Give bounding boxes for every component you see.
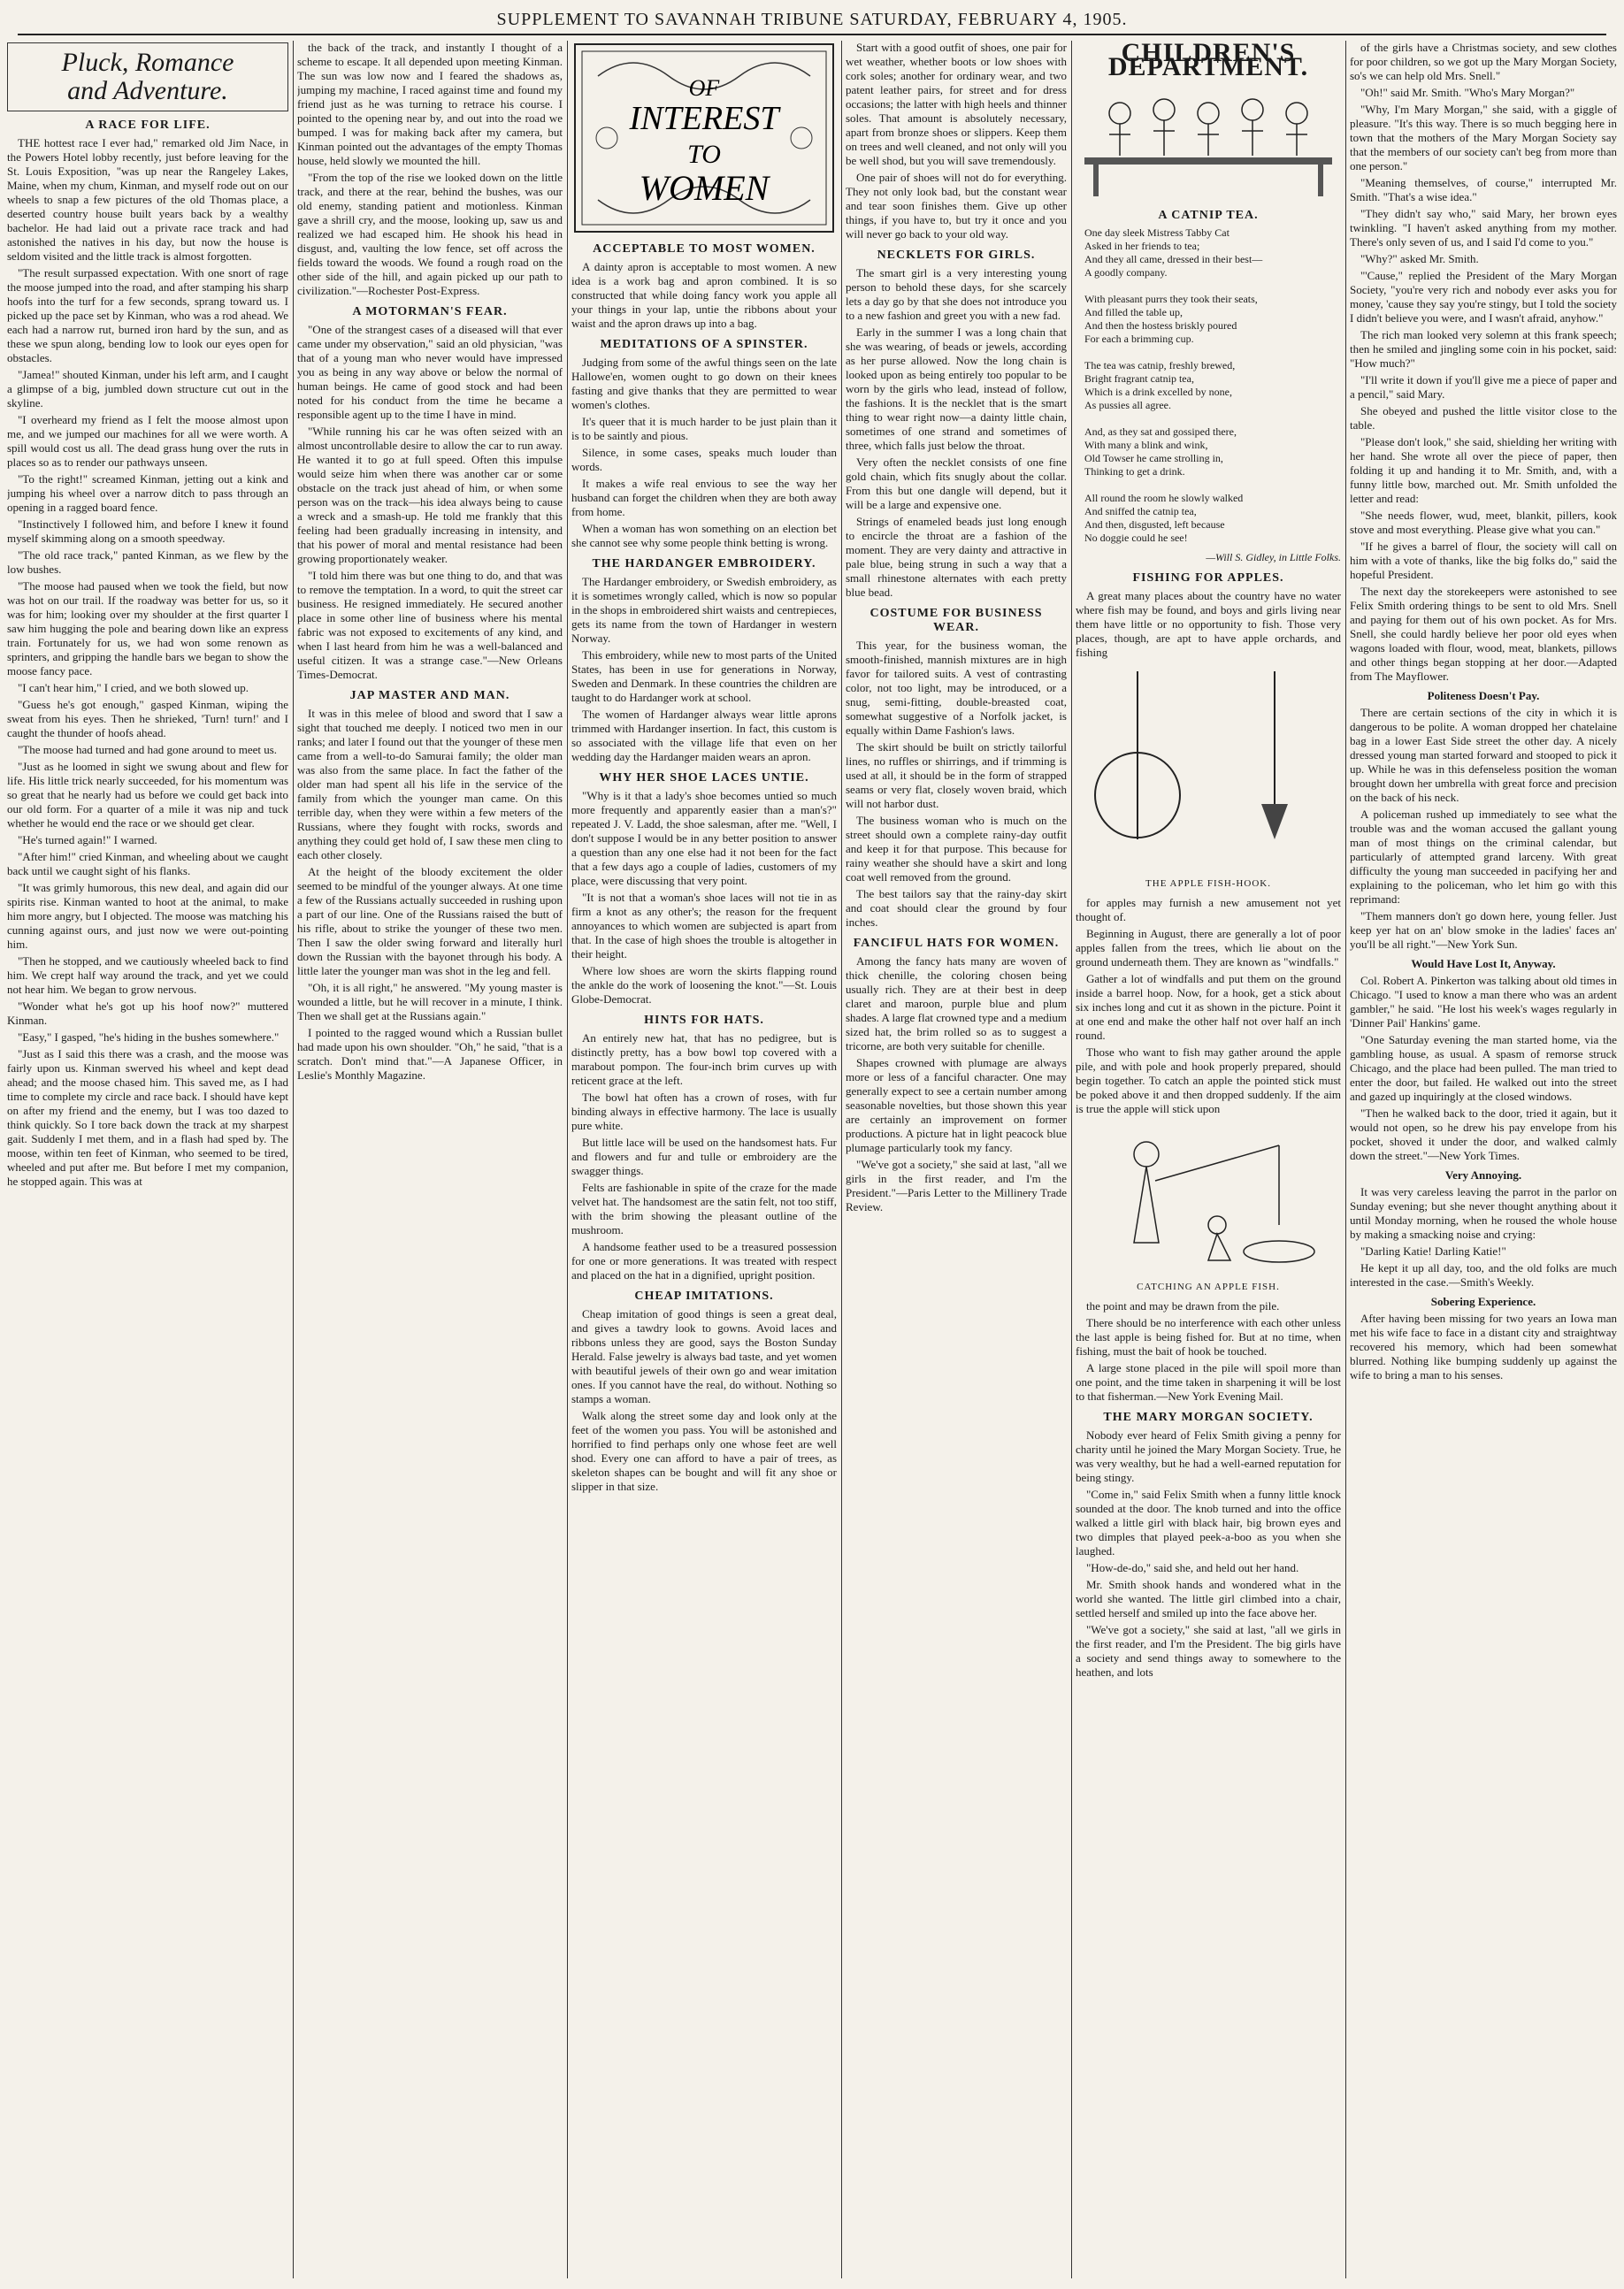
article-title: FANCIFUL HATS FOR WOMEN. — [853, 937, 1060, 950]
article-body — [571, 1307, 837, 1494]
column-6 — [1350, 41, 1617, 2278]
poem-line: For each a brimming cup. — [1084, 333, 1194, 345]
paragraph: This embroidery, while new to most parts of the United States, has been in use for generations in Norway, Sweden and Denmark. In these countries the children are taught to do Hardanger work at school. — [571, 648, 837, 704]
article-body — [1076, 589, 1341, 660]
paragraph: Early in the summer I was a long chain that she was wearing, of beads or jewels, according as her purse allowed. Now the long chain is looked upon as being entirely too popular to be worn by the girls who lead, instead of follow, the fashions. It is the necklet that is the smart thing to wear right now—a dainty little chain, sometimes of one strand and sometimes of three, which falls just below the throat. — [846, 325, 1067, 452]
paragraph: "Why, I'm Mary Morgan," she said, with a giggle of pleasure. "It's this way. There is so much begging here in town that the mothers of the Mary Morgan Society say that the members of our society can't beg from more than one person." — [1350, 103, 1617, 172]
article-body — [571, 789, 837, 1007]
article-body — [1350, 706, 1617, 952]
article-body — [1350, 974, 1617, 1163]
paragraph: "We've got a society," she said at last, "all we girls in the first reader, and I'm the President. The big girls have a society and send things away to somewhere to the heathen, and lots — [1076, 1623, 1341, 1679]
paragraph: "Then he stopped, and we cautiously wheeled back to find him. We crept half way around the track, and yet we could not hear him. We began to grow nervous. — [7, 954, 288, 996]
column-1 — [7, 41, 288, 2278]
masthead: SUPPLEMENT TO SAVANNAH TRIBUNE SATURDAY, FEBRUARY 4, 1905. — [18, 7, 1606, 35]
poem-line: And sniffed the catnip tea, — [1084, 505, 1197, 517]
paragraph: for apples may furnish a new amusement not yet thought of. — [1076, 896, 1341, 923]
article-body — [1350, 41, 1617, 684]
paragraph: "Meaning themselves, of course," interrupted Mr. Smith. "That's a wise idea." — [1350, 176, 1617, 203]
paragraph: "'Cause," replied the President of the Mary Morgan Society, "you're very rich and nobody ever asks you for money, 'cause they say you're stingy, but I told the society I didn't believe you were, and I wasn't afraid, anyhow." — [1350, 269, 1617, 325]
paragraph: One pair of shoes will not do for everything. They not only look bad, but the constant wear and tear soon finishes them. Give up other things, if you have to, but try it once and you will never go back to your old way. — [846, 171, 1067, 241]
paragraph: "The old race track," panted Kinman, as we flew by the low bushes. — [7, 548, 288, 576]
paragraph: "Instinctively I followed him, and before I knew it found myself skimming along on a smooth speedway. — [7, 517, 288, 545]
poem-line: And filled the table up, — [1084, 306, 1183, 318]
paragraph: Shapes crowned with plumage are always more or less of a fanciful character. One may generally expect to see a certain number among seasonable novelties, but those shown this year are certainly an improvement on former productions. A picture hat in light peacock blue plumage particularly took my fancy. — [846, 1056, 1067, 1154]
poem-credit: —Will S. Gidley, in Little Folks. — [1206, 551, 1341, 563]
banner-line-1: Pluck, Romance — [61, 48, 234, 77]
paragraph: A handsome feather used to be a treasured possession for one or more generations. It was treated with respect and placed on the hat in a dignified, upright position. — [571, 1240, 837, 1282]
article-body — [297, 323, 563, 682]
article-title: A RACE FOR LIFE. — [85, 119, 211, 132]
paragraph: "They didn't say who," said Mary, her brown eyes twinkling. "I haven't asked anything from my mother. There's only seven of us, and I said I'd come to you." — [1350, 207, 1617, 249]
poem-line: Thinking to get a drink. — [1084, 465, 1185, 478]
fish-hook-art — [1076, 662, 1341, 875]
article-title: WHY HER SHOE LACES UNTIE. — [599, 771, 809, 785]
poem-line: Which is a drink excelled by none, — [1084, 386, 1232, 398]
paragraph: "After him!" cried Kinman, and wheeling about we caught back until we caught sight of his flanks. — [7, 850, 288, 877]
paragraph: "Easy," I gasped, "he's hiding in the bushes somewhere." — [18, 1030, 280, 1044]
poem-line: A goodly company. — [1084, 266, 1168, 279]
paragraph: But little lace will be used on the handsomest hats. Fur and flowers and fur and tulle or embroidery are the swagger things. — [571, 1136, 837, 1177]
ornate-banner-art — [571, 41, 837, 235]
article-title: MEDITATIONS OF A SPINSTER. — [600, 338, 808, 351]
paragraph: The bowl hat often has a crown of roses, with fur binding always in effective harmony. The lace is usually pure white. — [571, 1091, 837, 1132]
article-body — [571, 356, 837, 550]
paragraph: Among the fancy hats many are woven of thick chenille, the coloring chosen being usually rich. They are at their best in deep claret and maroon, purple blue and plum shades. A large flat crowned type and a medium sized hat, the brim rolled so as to suggest a tricorne, are both very suitable for chenille. — [846, 954, 1067, 1053]
paragraph: "Come in," said Felix Smith when a funny little knock sounded at the door. The knob turned and into the office walked a little girl with black hair, big brown eyes and two dimples that played peek-a-boo as you when she laughed. — [1076, 1488, 1341, 1558]
article-title: FISHING FOR APPLES. — [1132, 571, 1284, 585]
column-rule — [1071, 41, 1072, 2278]
paragraph: The skirt should be built on strictly tailorful lines, no ruffles or shirrings, and if trimming is used at all, it should be in the form of strapped seams or very flat, closely woven braid, which will not harbor dust. — [846, 740, 1067, 810]
poem-line: Old Towser he came strolling in, — [1084, 452, 1223, 464]
poem-line: One day sleek Mistress Tabby Cat — [1084, 226, 1229, 239]
article-title: NECKLETS FOR GIRLS. — [877, 249, 1036, 262]
poem-line — [1084, 346, 1341, 359]
paragraph: The rich man looked very solemn at this frank speech; then he smiled and jingling some coin in his pocket, said: "How much?" — [1350, 328, 1617, 370]
childrens-department-header: CHILDREN'S DEPARTMENT. — [1107, 41, 1309, 81]
paragraph: Where low shoes are worn the skirts flapping round the ankle do the work of loosening the knot."—St. Louis Globe-Democrat. — [571, 964, 837, 1006]
poem-line: As pussies all agree. — [1084, 399, 1171, 411]
paragraph: This year, for the business woman, the smooth-finished, mannish mixtures are in high favor for tailored suits. A vest of contrasting color, not too light, may be introduced, or a snug, semi-fitting, double-breasted coat, somewhat suggestive of a Norfolk jacket, is equally within Dame Fashion's laws. — [846, 639, 1067, 737]
article-body — [7, 136, 288, 1189]
paragraph: "One Saturday evening the man started home, via the gambling house, as usual. A spasm of remorse struck Chicago, and the place had been pulled. The man tried to enter the door, but failed. He walked out into the street and gazed up inquiringly at the closed windows. — [1350, 1033, 1617, 1103]
figure-caption: CATCHING AN APPLE FISH. — [1137, 1282, 1280, 1292]
article-title: HINTS FOR HATS. — [644, 1014, 764, 1027]
paragraph: "It is not that a woman's shoe laces will not tie in as firm a knot as any other's; the reason for the frequent annoyances to which women are subjected is apart from that. In the case of high shoes the trouble is altogether in their height. — [571, 891, 837, 961]
column-3 — [571, 41, 837, 2278]
article-body — [571, 1031, 837, 1282]
paragraph: She obeyed and pushed the little visitor close to the table. — [1350, 404, 1617, 432]
paragraph: The best tailors say that the rainy-day skirt and coat should clear the ground by four inches. — [846, 887, 1067, 929]
article-body — [846, 954, 1067, 1214]
poem-line: And then, disgusted, left because — [1084, 518, 1225, 531]
column-5 — [1076, 41, 1341, 2278]
article-body — [297, 41, 563, 298]
paragraph: Those who want to fish may gather around the apple pile, and with pole and hook properly prepared, should begin together. To catch an apple the pointed stick must be poked above it and then dropped suddenly. If the aim is true the apple will stick upon — [1076, 1045, 1341, 1115]
poem-line: Asked in her friends to tea; — [1084, 240, 1200, 252]
paragraph: Silence, in some cases, speaks much louder than words. — [571, 446, 837, 473]
pluck-romance-banner — [7, 42, 288, 111]
article-title: A MOTORMAN'S FEAR. — [352, 305, 508, 318]
article-body — [1350, 1185, 1617, 1290]
paragraph: of the girls have a Christmas society, and sew clothes for poor children, so we got up the Mary Morgan Society, so's we can help old Mrs. Snell." — [1350, 41, 1617, 82]
poem-line: No doggie could he see! — [1084, 532, 1188, 544]
paragraph: "It was grimly humorous, this new deal, and again did our spirits rise. Kinman wanted to hoot at the animal, to make him more angry, but I objected. The moose was matching his cunning against ours, and just now we were out-pointing him. — [7, 881, 288, 951]
paragraph: It's queer that it is much harder to be just plain than it is to be saintly and pious. — [571, 415, 837, 442]
paragraph: Walk along the street some day and look only at the feet of the women you pass. You will be astonished and horrified to find perhaps only one whose feet are well shod. Every one can afford to have a pair of trees, as skeleton shapes can be bought and will fit any shoe or slipper in that size. — [571, 1409, 837, 1493]
paragraph: A policeman rushed up immediately to see what the trouble was and the woman accused the gallant young man of most things on the criminal calendar, but particularly of attempted grand larceny. With great difficulty the young man succeeded in pacifying her and explaining to the policeman, who let him go with this reprimand: — [1350, 808, 1617, 906]
article-body — [1076, 896, 1341, 1116]
paragraph: Nobody ever heard of Felix Smith giving a penny for charity until he joined the Mary Morgan Society. True, he was very wealthy, but he had a well-earned reputation for being stingy. — [1076, 1428, 1341, 1484]
figure-caption: THE APPLE FISH-HOOK. — [1145, 878, 1271, 889]
paragraph: "Why?" asked Mr. Smith. — [1360, 252, 1479, 265]
paragraph: Gather a lot of windfalls and put them on the ground inside a barrel hoop. Now, for a hook, get a stick about six inches long and cut it as shown in the picture. Point it at one end and make the other half not over half an inch round. — [1076, 972, 1341, 1042]
paragraph: "Jamea!" shouted Kinman, under his left arm, and I caught a glimpse of a big, jumbled down structure cut out in the skyline. — [7, 368, 288, 410]
paragraph: Beginning in August, there are generally a lot of poor apples fallen from the trees, which lie about on the ground underneath them. They are known as "windfalls." — [1076, 927, 1341, 968]
paragraph: Strings of enameled beads just long enough to encircle the throat are a fashion of the moment. They are very dainty and attractive in pale blue, being strung in such a way that a small rhinestone alternates with each pretty blue bead. — [846, 515, 1067, 599]
column-4 — [846, 41, 1067, 2278]
paragraph: "I overheard my friend as I felt the moose almost upon me, and we jumped our machines for all we were worth. A spill would cost us all. The dead grass hung over the ruts in places so as to render our pathways unseen. — [7, 413, 288, 469]
paragraph: "Oh, it is all right," he answered. "My young master is wounded a little, but he will recover in a minute, I think. Then we shall get at the Russians again." — [297, 981, 563, 1022]
paragraph: "We've got a society," she said at last, "all we girls in the first reader, and I'm the President."—Paris Letter to the Millinery Trade Review. — [846, 1158, 1067, 1213]
article-title: THE MARY MORGAN SOCIETY. — [1103, 1411, 1314, 1424]
article-title: THE HARDANGER EMBROIDERY. — [592, 557, 816, 570]
banner-word: OF — [688, 75, 720, 101]
paragraph: When a woman has won something on an election bet she cannot see why some people think betting is wrong. — [571, 522, 837, 549]
paragraph: "I can't hear him," I cried, and we both slowed up. — [18, 681, 249, 694]
column-rule — [293, 41, 294, 2278]
paragraph: Very often the necklet consists of one fine gold chain, which fits snugly about the collar. From this but one dangle will depend, but it will be a large and expensive one. — [846, 456, 1067, 511]
banner-word: TO — [687, 140, 721, 169]
paragraph: He kept it up all day, too, and the old folks are much interested in the case.—Smith's Weekly. — [1350, 1261, 1617, 1289]
paragraph: There are certain sections of the city in which it is dangerous to be polite. A woman dropped her chatelaine bag in a lower East Side street the other day. A nicely dressed young man started forward and stooped to pick it up. While he was in this defenseless position the woman brought down her umbrella with great force and precision on the back of his neck. — [1350, 706, 1617, 804]
paragraph: The smart girl is a very interesting young person to behold these days, for she scarcely lets a day go by that she does not introduce you to a new fashion and greet you with a new fad. — [846, 266, 1067, 322]
paragraph: "The moose had paused when we took the field, but now was hot on our trail. If the roadway was better for us, so it was for him; looking over my shoulder at the first quarter I saw him hugging the pole and bearing down like an express train. Fortunately for us, we had won some renown as sprinters, and gripping the handle bars we began to show the moose fancy pace. — [7, 579, 288, 678]
paragraph: "Oh!" said Mr. Smith. "Who's Mary Morgan?" — [1360, 86, 1575, 99]
paragraph: The next day the storekeepers were astonished to see Felix Smith ordering things to be sent to old Mrs. Snell and paying for them out of his own pocket. As for Mrs. Snell, she could hardly believe her poor old eyes when wagons loaded with flour, wood, meat, blankets, pillows and other things began stopping at her door.—Adapted from The Mayflower. — [1350, 585, 1617, 683]
banner-line-2: and Adventure. — [67, 76, 228, 105]
poem-line: And, as they sat and gossiped there, — [1084, 425, 1237, 438]
article-body — [846, 266, 1067, 600]
paragraph: Judging from some of the awful things seen on the late Hallowe'en, women ought to go down on their knees fasting and give thanks that they are permitted to wear women's clothes. — [571, 356, 837, 411]
paragraph: "While running his car he was often seized with an almost uncontrollable desire to allow the car to run away. He wanted it to go at full speed. Often this impulse would seize him when there was another car or some obstacle on the track just ahead of him, or when some person was on the track—his idea always being to cause a wreck and a smash-up. He told me frankly that this feeling had been gradually increasing in intensity, and that his power of moral and mental resistance had been growing proportionately weaker. — [297, 425, 563, 565]
poem-line: With pleasant purrs they took their seats, — [1084, 293, 1258, 305]
column-rule — [567, 41, 568, 2278]
paragraph: A dainty apron is acceptable to most women. A new idea is a work bag and apron combined. It is so constructed that while doing fancy work you apple all your things in your lap, untie the ribbons about your waist and the apron draws up into a bag. — [571, 260, 837, 330]
banner-word: WOMEN — [639, 168, 770, 208]
article-body — [297, 707, 563, 1083]
paragraph: At the height of the bloody excitement the older seemed to be mindful of the younger always. At one time a few of the Russians actually succeeded in rushing upon a part of our line. One of the Russians raised the butt of his rifle, about to strike the younger of these two men. Then I saw the older swing forward and literally hurl down the Russian with the bayonet through his body. A little later the younger man was shot in the leg and fell. — [297, 865, 563, 977]
paragraph: "One of the strangest cases of a diseased will that ever came under my observation," said an old physician, "was that of a young man who never would have impressed you as being in any way above or below the normal of human beings. He came of good stock and had been noted for his conduct from the time he became a responsible agent up to the time I have in mind. — [297, 323, 563, 421]
children-on-bench-illustration — [1076, 78, 1341, 202]
poem-line: Bright fragrant catnip tea, — [1084, 372, 1194, 385]
paragraph: Start with a good outfit of shoes, one pair for wet weather, whether boots or low shoes with cork soles; another for ordinary wear, and two patent leather pairs, for street and for dress occasions; the latter with high heels and thinner soles. That amount is absolutely necessary, apart from bronze shoes or slippers. Keep them on trees and well cleaned, and not only will you be well shod, but you will save tremendously. — [846, 41, 1067, 167]
paragraph: The business woman who is much on the street should own a complete rainy-day outfit and keep it for that purpose. This because for rainy weather she should have a skirt and long coat well removed from the ground. — [846, 814, 1067, 884]
article-title: ACCEPTABLE TO MOST WOMEN. — [593, 242, 816, 256]
paragraph: Mr. Smith shook hands and wondered what in the world she wanted. The little girl climbed into a chair, settled herself and smiled up into the face above her. — [1076, 1578, 1341, 1619]
poem-title: A CATNIP TEA. — [1158, 209, 1259, 222]
paragraph: "Wonder what he's got up his hoof now?" muttered Kinman. — [7, 999, 288, 1027]
paragraph: After having been missing for two years an Iowa man met his wife face to face in a distant city and straightway recovered his memory, which had been somewhat blurred. Nothing like bumping suddenly up against the wife to bring a man to his senses. — [1350, 1312, 1617, 1382]
paragraph: "I told him there was but one thing to do, and that was to remove the temptation. In a word, to quit the street car business. He resigned immediately. He secured another place in some other line of business where his mental fabric was not exposed to excitements of any kind, and when I last heard from him he was a well-balanced and useful citizen. It was a strange case."—New Orleans Times-Democrat. — [297, 569, 563, 681]
poem-line — [1084, 279, 1341, 293]
paragraph: Cheap imitation of good things is seen a great deal, and gives a tawdry look to gowns. Avoid laces and ribbons unless they are good, says the Boston Sunday Herald. False jewelry is always bad taste, and yet women with beautiful jewels of their own go and wear imitation ones. If you cannot have the real, do without. Nothing so stamps a woman. — [571, 1307, 837, 1405]
article-body — [1350, 1312, 1617, 1382]
paragraph: A large stone placed in the pile will spoil more than one point, and the time taken in sharpening it will be lost to that fisherman.—New York Evening Mail. — [1076, 1361, 1341, 1403]
paragraph: "How-de-do," said she, and held out her hand. — [1086, 1561, 1299, 1574]
article-title: COSTUME FOR BUSINESS WEAR. — [869, 607, 1043, 634]
paragraph: "She needs flower, wud, meet, blankit, pillers, kook stove and most everything. Please give what you can." — [1350, 509, 1617, 536]
poem-line: With many a blink and wink, — [1084, 439, 1208, 451]
paragraph: The women of Hardanger always wear little aprons trimmed with Hardanger insertion. In fact, this custom is so associated with the village life that even on her wedding day the Hardanger maiden wears an apron. — [571, 708, 837, 763]
paragraph: "Why is it that a lady's shoe becomes untied so much more frequently and apparently easier than a man's?" repeated J. V. Ladd, the shoe salesman, after me. "Well, I don't suppose I would be in any better position to answer a question than any one else had it not been for the fact that a few days ago a couple of ladies, customers of my place, were discussing that very point. — [571, 789, 837, 887]
paragraph: "Just as I said this there was a crash, and the moose was fairly upon us. Kinman swerved his wheel and kept dead ahead; and the moose chased him. This saved me, as I had time to complete my circle and race back. I should have kept on after my friend and the enemy, but I was too dazed to think quickly. So I tore back down the track at my sharpest gait. Suddenly I met them, and in a flash had sped by. The moose, within ten feet of Kinman, who seemed to be tired, wheeled and put after me. But before I met my companion, he stopped again. This was at — [7, 1047, 288, 1188]
paragraph: There should be no interference with each other unless the last apple is being fished for. But at no time, when fishing, must the bait of hook be touched. — [1076, 1316, 1341, 1358]
paragraph: It was in this melee of blood and sword that I saw a sight that touched me deeply. I noticed two men in our ranks; and later I found out that the younger of these men came from a well-to-do Samurai family; the older man was also from the same place. In fact the father of the older man had spent all his life in the service of the family from which the younger man came. On this terrible day, when they were within a few meters of the Russians, where they fought with rocks, swords and anything they could get hold of, I saw these men cling to each other closely. — [297, 707, 563, 861]
paragraph: It was very careless leaving the parrot in the parlor on Sunday evening; but she never thought anything about it until Monday morning, when he roused the whole house by making a smacking noise and crying: — [1350, 1185, 1617, 1241]
paragraph: "Guess he's got enough," gasped Kinman, wiping the sweat from his eyes. Then he shrieked, 'Turn! turn!' and I caught the thunder of hoofs ahead. — [7, 698, 288, 739]
article-body — [846, 639, 1067, 930]
paragraph: "Them manners don't go down here, young feller. Just keep yer hat on an' blow smoke in the ladies' faces an' you'll be all right."—New York Sun. — [1350, 909, 1617, 951]
paragraph: "The moose had turned and had gone around to meet us. — [18, 743, 278, 756]
paragraph: "To the right!" screamed Kinman, jetting out a kink and jumping his wheel over a narrow ditch to pass through an opening in a ragged board fence. — [7, 472, 288, 514]
paragraph: "Then he walked back to the door, tried it again, but it would not open, so he drew his pay envelope from his pocket, shoved it under the door, and walked calmly down the street."—New York Times. — [1350, 1106, 1617, 1162]
paragraph: "Darling Katie! Darling Katie!" — [1360, 1244, 1506, 1258]
column-2 — [297, 41, 563, 2278]
paragraph: the point and may be drawn from the pile. — [1086, 1299, 1280, 1313]
poem-line: The tea was catnip, freshly brewed, — [1084, 359, 1236, 371]
column-rule — [841, 41, 842, 2278]
paragraph: An entirely new hat, that has no pedigree, but is distinctly pretty, has a bow bowl top covered with a marabout pompon. The four-inch brim curves up with reticent grace at the left. — [571, 1031, 837, 1087]
paragraph: "I'll write it down if you'll give me a piece of paper and a pencil," said Mary. — [1350, 373, 1617, 401]
article-body — [571, 260, 837, 331]
paragraph: "Please don't look," she said, shielding her writing with her hand. She wrote all over the piece of paper, then folding it up and handing it to Mr. Smith, and, with a funny little bow, marched out. Mr. Smith unfolded the letter and read: — [1350, 435, 1617, 505]
poem-line: All round the room he slowly walked — [1084, 492, 1244, 504]
poem-line — [1084, 478, 1341, 492]
paragraph: Col. Robert A. Pinkerton was talking about old times in Chicago. "I used to know a man there who was an ardent gambler," he said. "He lost his week's wages regularly in 'Dinner Pail' Hankins' game. — [1350, 974, 1617, 1030]
article-body — [571, 575, 837, 764]
banner-word: INTEREST — [629, 100, 779, 137]
paragraph: A great many places about the country have no water where fish may be found, and boys and girls living near them have little or no opportunity to fish. Those very places, though, are apt to have apple orchards, and fishing — [1076, 589, 1341, 659]
apple-fish-hook-illustration — [1076, 662, 1341, 875]
paragraph: It makes a wife real envious to see the way her husband can forget the children when they are both away from home. — [571, 477, 837, 518]
article-title: CHEAP IMITATIONS. — [634, 1290, 774, 1303]
article-title: Sobering Experience. — [1430, 1295, 1536, 1308]
article-body — [1076, 1428, 1341, 1680]
paragraph: the back of the track, and instantly I thought of a scheme to escape. It all depended upon meeting Kinman. The sun was low now and I feared the shadows as, jumping my machine, I raced against time and found my friend just as he was turning to retrace his course. I pointed to the opening near by, and out into the road we bumped. I was for making back after my camera, but Kinman pointed out the advantages of the empty Thomas house, held slowly we mounted the hill. — [297, 41, 563, 167]
paragraph: "Just as he loomed in sight we swung about and flew for life. His little trick nearly succeeded, for his momentum was so great that he nearly had us before we could get back into our old form. For a quarter of a mile it was nip and tuck whether he would end the race or we should get clear. — [7, 760, 288, 830]
paragraph: The Hardanger embroidery, or Swedish embroidery, as it is sometimes wrongly called, which is now so popular in the shops in embroidered shirt waists and centrepieces, gets its name from the town of Hardanger in western Norway. — [571, 575, 837, 645]
bench-art — [1076, 78, 1341, 202]
poem-line: And they all came, dressed in their best— — [1084, 253, 1263, 265]
poem — [1084, 226, 1341, 545]
column-rule — [1345, 41, 1346, 2278]
paragraph: "He's turned again!" I warned. — [18, 833, 157, 846]
paragraph: I pointed to the ragged wound which a Russian bullet had made upon his own shoulder. "Oh," he said, "that is a scratch. Don't mind that."—A Japanese Officer, in Leslie's Monthly Magazine. — [297, 1026, 563, 1082]
paragraph: "If he gives a barrel of flour, the society will call on him with a vote of thanks, like the big folks do," said the hopeful President. — [1350, 540, 1617, 581]
article-body — [1076, 1299, 1341, 1404]
article-title: Would Have Lost It, Anyway. — [1411, 957, 1556, 970]
paragraph: "The result surpassed expectation. With one snort of rage the moose jumped into the road, and after stamping his sharp hoofs into the turf for a few seconds, sprang toward us. I picked up the pace set by Kinman, who was a rod ahead. We each had a narrow rut, burned iron hard by the sun, and as these we spun along, bending low to look our eyes open for obstacles. — [7, 266, 288, 364]
paragraph: "From the top of the rise we looked down on the little track, and there at the rear, behind the bushes, was our old enemy, standing patient and motionless. Kinman gave a shrill cry, and the moose, looking up, saw us and realized we had escaped him. He shook his head in disgust, and, vaulting the low fence, set off across the fields toward the woods. We found a rough road on the other side of the hill, and again picked up our path to civilization."—Rochester Post-Express. — [297, 171, 563, 297]
article-title: Very Annoying. — [1444, 1168, 1522, 1182]
interest-to-women-banner — [571, 41, 837, 235]
poem-line: And then the hostess briskly poured — [1084, 319, 1237, 332]
paragraph: THE hottest race I ever had," remarked old Jim Nace, in the Powers Hotel lobby recently, just before leaving for the St. Louis Exposition, "was up near the Rangeley Lakes, Maine, when my chum, Kinman, and myself rode out on our wheels to snap a few pictures of the old Thomas place, a deserted country house built years back by a wealthy bachelor. He had laid out a private race track and had astonished the natives in his day, but now the house is seldom visited and the little track is almost forgotten. — [7, 136, 288, 263]
paragraph: Felts are fashionable in spite of the craze for the made velvet hat. The handsomest are the satin felt, not too stiff, with the brim showing the pleasant outline of the mushroom. — [571, 1181, 837, 1236]
catching-apple-art — [1076, 1119, 1341, 1278]
poem-line — [1084, 412, 1341, 425]
article-title: Politeness Doesn't Pay. — [1427, 689, 1540, 702]
article-body — [846, 41, 1067, 241]
article-title: JAP MASTER AND MAN. — [349, 689, 510, 702]
catching-apple-illustration — [1076, 1119, 1341, 1278]
